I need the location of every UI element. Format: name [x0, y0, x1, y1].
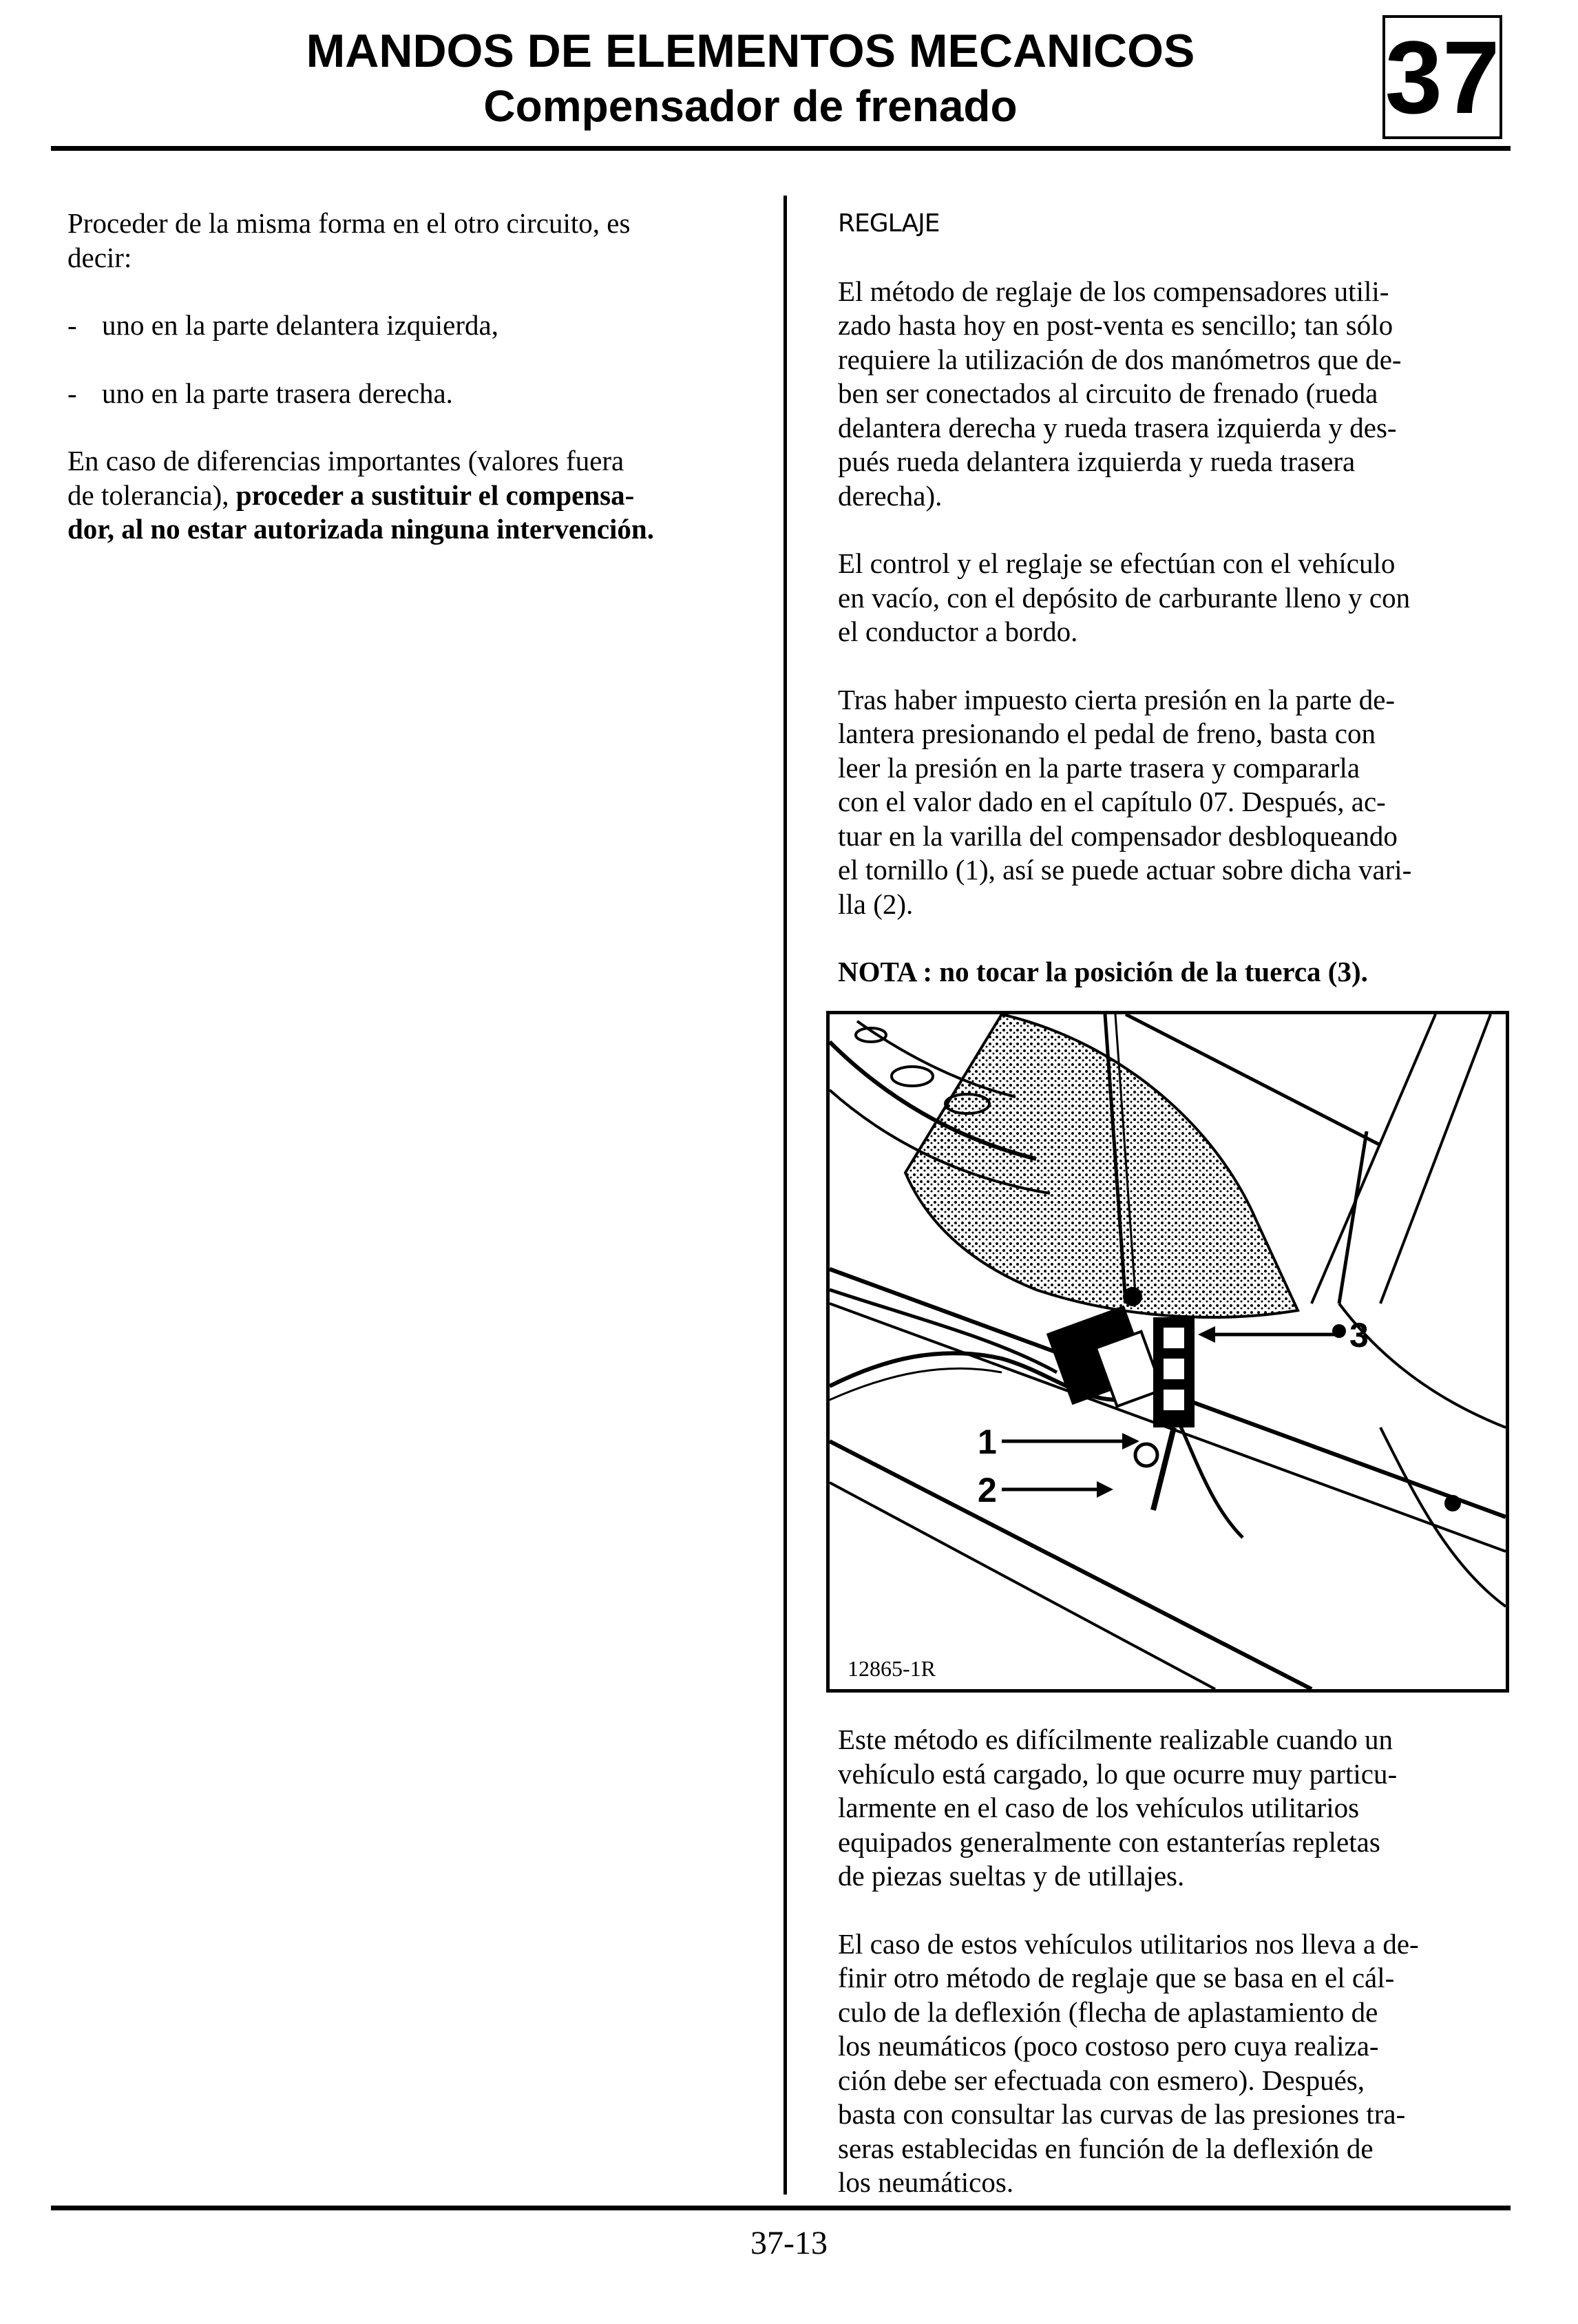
compensator-rod — [1153, 1427, 1174, 1510]
section-heading: REGLAJE — [838, 209, 940, 238]
page-title: MANDOS DE ELEMENTOS MECANICOS — [306, 25, 1195, 77]
right-paragraph-4: Este método es difícilmente realizable cuando un vehículo está cargado, lo que ocurre muy particu- larmente en el caso de los vehículos utilitarios equipados generalmente con estanterías repletas de piezas sueltas y de utillajes. — [838, 1724, 1398, 1892]
left-column — [67, 207, 728, 547]
chapter-number: 37 — [1385, 19, 1500, 135]
left-paragraph-1: Proceder de la misma forma en el otro circuito, es decir: — [67, 207, 631, 273]
header-rule — [51, 146, 1511, 151]
left-paragraph-2: En caso de diferencias importantes (valores fuera de tolerancia), proceder a sustituir el compensa- dor, al no estar autorizada ninguna intervención. — [67, 445, 654, 545]
list-item: - uno en la parte delantera izquierda, — [67, 309, 498, 341]
right-paragraph-5: El caso de estos vehículos utilitarios nos lleva a de- finir otro método de reglaje que se basa en el cál- culo de la deflexión (flecha de aplastamiento de los neumáticos (poco costoso pero cuya realiza- ción debe ser efectuada con esmero). Después, basta con consultar las curvas de las presiones tra- seras establecidas en función de la deflexión de los neumáticos. — [838, 1927, 1419, 2198]
figure-illustration — [830, 1014, 1506, 1689]
right-paragraph-1: El método de reglaje de los compensadores utili- zado hasta hoy en post-venta es sencillo; tan sólo requiere la utilización de dos manómetros que de- ben ser conectados al circuito de frenado (rueda delantera derecha y rueda trasera izquierda y des- pués rueda delantera izquierda y rueda trasera derecha). — [838, 275, 1402, 512]
column-divider — [783, 196, 787, 2195]
right-paragraph-2: El control y el reglaje se efectúan con el vehículo en vacío, con el depósito de carburante lleno y con el conductor a bordo. — [838, 547, 1411, 647]
callout-3: 3 — [1349, 1316, 1369, 1354]
brake-compensator-figure — [826, 1011, 1509, 1693]
callout-1: 1 — [978, 1423, 997, 1461]
figure-id: 12865-1R — [845, 1655, 938, 1682]
right-column-lower — [838, 1723, 1488, 2200]
right-column — [838, 207, 1488, 990]
list-item: - uno en la parte trasera derecha. — [67, 377, 453, 409]
page-number: 37-13 — [750, 2225, 828, 2261]
footer-rule — [51, 2206, 1511, 2210]
chapter-number-box — [1382, 15, 1502, 139]
nota-paragraph: NOTA : no tocar la posición de la tuerca (3). — [838, 956, 1368, 987]
page-subtitle: Compensador de frenado — [483, 81, 1018, 131]
tyre-shape — [905, 1014, 1298, 1317]
right-paragraph-3: Tras haber impuesto cierta presión en la parte de- lantera presionando el pedal de freno, basta con leer la presión en la parte trasera y compararla con el valor dado en el capítulo 07. Después, ac- tuar en la varilla del compensador desbloqueando el tornillo (1), así se puede actuar sobre dicha vari- lla (2). — [838, 683, 1412, 920]
callout-2: 2 — [978, 1471, 997, 1509]
